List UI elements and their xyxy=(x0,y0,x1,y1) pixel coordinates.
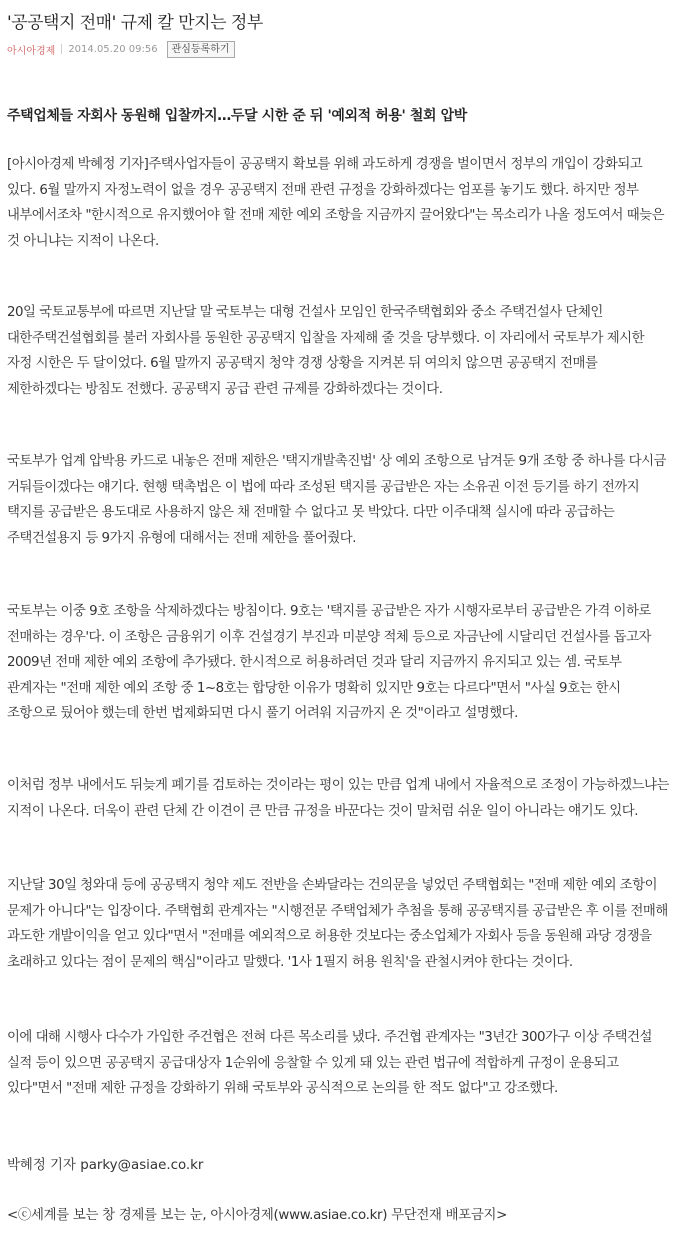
article-paragraph: 이처럼 정부 내에서도 뒤늦게 폐기를 검토하는 것이라는 평이 있는 만큼 업계 내에서 자율적으로 조정이 가능하겠느냐는 지적이 나온다. 더욱이 관련 단체 간 이견이 큰 만큼 규정을 바꾼다는 것이 말처럼 쉬운 일이 아니라는 얘기도 있다. xyxy=(7,778,669,819)
article-subheadline: 주택업체들 자회사 동원해 입찰까지…두달 시한 준 뒤 '예외적 허용' 철회 압박 xyxy=(7,108,467,124)
article-paragraph: 20일 국토교통부에 따르면 지난달 말 국토부는 대형 건설사 모임인 한국주택협회와 중소 주택건설사 단체인 대한주택건설협회를 불러 자회사를 동원한 공공택지 입찰을 자제해 줄 것을 당부했다. 이 자리에서 국토부가 제시한 자정 시한은 두 달이었다. 6월 말까지 공공택지 청약 경쟁 상황을 지켜본 뒤 여의치 않으면 공공택지 전매를 제한하겠다는 방침도 전했다. 공공택지 공급 관련 규제를 강화하겠다는 것이다. xyxy=(7,305,645,397)
publish-date: 2014.05.20 09:56 xyxy=(68,43,158,55)
article-meta xyxy=(7,40,235,58)
article-paragraph: [아시아경제 박혜정 기자]주택사업자들이 공공택지 확보를 위해 과도하게 경쟁을 벌이면서 정부의 개입이 강화되고 있다. 6월 말까지 자정노력이 없을 경우 공공택지 전매 관련 규정을 강화하겠다는 엄포를 놓기도 했다. 하지만 정부 내부에서조차 "한시적으로 유지했어야 할 전매 제한 예외 조항을 지금까지 끌어왔다"는 목소리가 나올 정도여서 때늦은 것 아니냐는 지적이 나온다. xyxy=(7,157,665,249)
meta-divider xyxy=(61,44,62,54)
copyright-notice: <ⓒ세계를 보는 창 경제를 보는 눈, 아시아경제(www.asiae.co.kr) 무단전재 배포금지> xyxy=(7,1208,508,1223)
follow-button[interactable]: 관심등록하기 xyxy=(167,41,235,58)
article-paragraph: 이에 대해 시행사 다수가 가입한 주건협은 전혀 다른 목소리를 냈다. 주건협 관계자는 "3년간 300가구 이상 주택건설 실적 등이 있으면 공공택지 공급대상자 1순위에 응찰할 수 있게 돼 있는 관련 법규에 적합하게 규정이 운용되고 있다"면서 "전매 제한 규정을 강화하기 위해 국토부와 공식적으로 논의를 한 적도 없다"고 강조했다. xyxy=(7,1030,652,1096)
article-paragraph: 국토부는 이중 9호 조항을 삭제하겠다는 방침이다. 9호는 '택지를 공급받은 자가 시행자로부터 공급받은 가격 이하로 전매하는 경우'다. 이 조항은 금융위기 이후 건설경기 부진과 미분양 적체 등으로 자금난에 시달리던 건설사를 돕고자 2009년 전매 제한 예외 조항에 추가됐다. 한시적으로 허용하려던 것과 달리 지금까지 유지되고 있는 셈. 국토부 관계자는 "전매 제한 예외 조항 중 1~8호는 합당한 이유가 명확히 있지만 9호는 다르다"면서 "사실 9호는 한시 조항으로 뒀어야 했는데 한번 법제화되면 다시 풀기 어려워 지금까지 온 것"이라고 설명했다. xyxy=(7,604,651,721)
article-paragraph: 지난달 30일 청와대 등에 공공택지 청약 제도 전반을 손봐달라는 건의문을 넣었던 주택협회는 "전매 제한 예외 조항이 문제가 아니다"는 입장이다. 주택협회 관계자는 "시행전문 주택업체가 추첨을 통해 공공택지를 공급받은 후 이를 전매해 과도한 개발이익을 얻고 있다"면서 "전매를 예외적으로 허용한 것보다는 중소업체가 자회사 등을 동원해 과당 경쟁을 초래하고 있다는 점이 문제의 핵심"이라고 말했다. '1사 1필지 허용 원칙'을 관철시켜야 한다는 것이다. xyxy=(7,878,668,970)
source-name[interactable]: 아시아경제 xyxy=(7,45,56,57)
article-byline: 박혜정 기자 parky@asiae.co.kr xyxy=(7,1158,204,1173)
article-paragraph: 국토부가 업계 압박용 카드로 내놓은 전매 제한은 '택지개발촉진법' 상 예외 조항으로 남겨둔 9개 조항 중 하나를 다시금 거둬들이겠다는 얘기다. 현행 택촉법은 이 법에 따라 조성된 택지를 공급받은 자는 소유권 이전 등기를 하기 전까지 택지를 공급받은 용도대로 사용하지 않은 채 전매할 수 없다고 못 박았다. 다만 이주대책 실시에 따라 공급하는 주택건설용지 등 9가지 유형에 대해서는 전매 제한을 풀어줬다. xyxy=(7,454,666,546)
article-headline: '공공택지 전매' 규제 칼 만지는 정부 xyxy=(7,13,263,33)
